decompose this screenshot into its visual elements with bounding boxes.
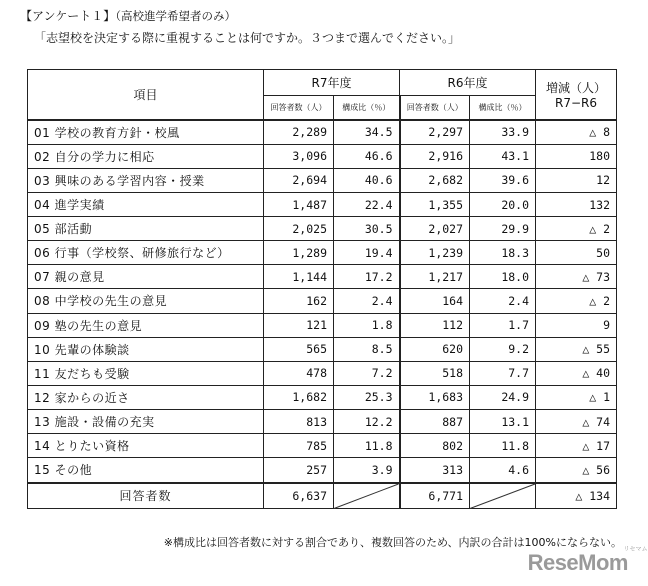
- r7-ratio-cell: 1.8: [334, 313, 400, 337]
- total-r7-count: 6,637: [264, 483, 334, 509]
- row-item-label: 10 先輩の体験談: [28, 337, 264, 361]
- total-r6-count: 6,771: [400, 483, 470, 509]
- r6-count-cell: 518: [400, 361, 470, 385]
- r7-ratio-cell: 7.2: [334, 361, 400, 385]
- table-row: [28, 409, 617, 433]
- diff-cell: △ 55: [536, 337, 617, 361]
- r7-ratio-cell: 30.5: [334, 217, 400, 241]
- diff-cell: △ 73: [536, 265, 617, 289]
- diff-cell: 9: [536, 313, 617, 337]
- r6-count-subheader: 回答者数（人）: [400, 96, 470, 120]
- total-r7-ratio-blank: [334, 483, 400, 509]
- r6-ratio-cell: 7.7: [470, 361, 536, 385]
- row-item-label: 12 家からの近さ: [28, 385, 264, 409]
- r7-ratio-subheader: 構成比（％）: [334, 96, 400, 120]
- r7-count-cell: 2,289: [264, 120, 334, 145]
- r7-ratio-cell: 8.5: [334, 337, 400, 361]
- total-r6-ratio-blank: [470, 483, 536, 509]
- total-diff: △ 134: [536, 483, 617, 509]
- r7-count-cell: 565: [264, 337, 334, 361]
- r7-ratio-cell: 11.8: [334, 434, 400, 458]
- r7-count-cell: 257: [264, 458, 334, 483]
- total-row: [28, 483, 617, 509]
- r7-count-cell: 121: [264, 313, 334, 337]
- table-row: [28, 217, 617, 241]
- r6-ratio-cell: 4.6: [470, 458, 536, 483]
- r6-count-cell: 1,355: [400, 192, 470, 216]
- diff-cell: 50: [536, 241, 617, 265]
- r6-count-cell: 2,027: [400, 217, 470, 241]
- r7-count-cell: 2,694: [264, 168, 334, 192]
- r7-ratio-cell: 34.5: [334, 120, 400, 145]
- r7-ratio-cell: 12.2: [334, 409, 400, 433]
- diff-header-line2: R7−R6: [555, 95, 598, 110]
- r6-count-cell: 164: [400, 289, 470, 313]
- table-row: [28, 458, 617, 483]
- diff-cell: △ 74: [536, 409, 617, 433]
- r6-year-header: R6年度: [400, 70, 536, 96]
- r6-ratio-cell: 29.9: [470, 217, 536, 241]
- diff-header-line1: 増減（人）: [546, 80, 607, 95]
- r6-count-cell: 313: [400, 458, 470, 483]
- row-item-label: 14 とりたい資格: [28, 434, 264, 458]
- survey-question: 「志望校を決定する際に重視することは何ですか。３つまで選んでください。」: [34, 31, 461, 45]
- r6-count-cell: 1,239: [400, 241, 470, 265]
- table-row: [28, 337, 617, 361]
- table-row: [28, 289, 617, 313]
- r7-count-cell: 2,025: [264, 217, 334, 241]
- r7-year-header: R7年度: [264, 70, 400, 96]
- survey-results-table: [27, 69, 617, 509]
- diff-cell: 180: [536, 144, 617, 168]
- r7-count-subheader: 回答者数（人）: [264, 96, 334, 120]
- diff-cell: 12: [536, 168, 617, 192]
- logo-text: ReseMom: [527, 550, 628, 575]
- row-item-label: 15 その他: [28, 458, 264, 483]
- table-row: [28, 313, 617, 337]
- row-item-label: 08 中学校の先生の意見: [28, 289, 264, 313]
- r6-ratio-cell: 11.8: [470, 434, 536, 458]
- table-row: [28, 361, 617, 385]
- row-item-label: 11 友だちも受験: [28, 361, 264, 385]
- r6-ratio-cell: 13.1: [470, 409, 536, 433]
- table-row: [28, 168, 617, 192]
- r7-count-cell: 162: [264, 289, 334, 313]
- item-column-header: 項目: [28, 70, 264, 120]
- r7-count-cell: 1,682: [264, 385, 334, 409]
- total-label: 回答者数: [28, 483, 264, 509]
- diff-cell: △ 17: [536, 434, 617, 458]
- r7-ratio-cell: 17.2: [334, 265, 400, 289]
- r6-count-cell: 802: [400, 434, 470, 458]
- survey-scope-note: （高校進学希望者のみ）: [115, 9, 237, 23]
- row-item-label: 09 塾の先生の意見: [28, 313, 264, 337]
- r7-ratio-cell: 22.4: [334, 192, 400, 216]
- r6-ratio-cell: 9.2: [470, 337, 536, 361]
- footnote: ※構成比は回答者数に対する割合であり、複数回答のため、内訳の合計は100%にならない。: [163, 536, 622, 549]
- r6-count-cell: 2,682: [400, 168, 470, 192]
- diff-cell: △ 1: [536, 385, 617, 409]
- diff-cell: △ 2: [536, 217, 617, 241]
- table-row: [28, 385, 617, 409]
- row-item-label: 07 親の意見: [28, 265, 264, 289]
- row-item-label: 13 施設・設備の充実: [28, 409, 264, 433]
- survey-title: 【アンケート１】: [20, 9, 116, 23]
- r7-ratio-cell: 25.3: [334, 385, 400, 409]
- table-row: [28, 265, 617, 289]
- r7-ratio-cell: 2.4: [334, 289, 400, 313]
- r7-ratio-cell: 46.6: [334, 144, 400, 168]
- r7-count-cell: 1,289: [264, 241, 334, 265]
- table-row: [28, 120, 617, 145]
- r7-ratio-cell: 3.9: [334, 458, 400, 483]
- diff-column-header: [536, 70, 617, 120]
- table-row: [28, 144, 617, 168]
- r7-count-cell: 3,096: [264, 144, 334, 168]
- r6-count-cell: 112: [400, 313, 470, 337]
- row-item-label: 06 行事（学校祭、研修旅行など）: [28, 241, 264, 265]
- r6-ratio-cell: 18.3: [470, 241, 536, 265]
- r6-ratio-cell: 39.6: [470, 168, 536, 192]
- r6-ratio-subheader: 構成比（％）: [470, 96, 536, 120]
- logo-ruby: リセマム: [623, 547, 648, 553]
- resemom-logo: [527, 547, 648, 576]
- row-item-label: 04 進学実績: [28, 192, 264, 216]
- r7-count-cell: 1,144: [264, 265, 334, 289]
- r6-count-cell: 887: [400, 409, 470, 433]
- survey-heading: [20, 8, 236, 24]
- diff-cell: △ 40: [536, 361, 617, 385]
- diff-cell: △ 2: [536, 289, 617, 313]
- table-row: [28, 192, 617, 216]
- r6-count-cell: 1,683: [400, 385, 470, 409]
- r7-count-cell: 813: [264, 409, 334, 433]
- r7-count-cell: 478: [264, 361, 334, 385]
- r6-ratio-cell: 1.7: [470, 313, 536, 337]
- row-item-label: 03 興味のある学習内容・授業: [28, 168, 264, 192]
- r6-count-cell: 2,916: [400, 144, 470, 168]
- r7-ratio-cell: 40.6: [334, 168, 400, 192]
- r6-ratio-cell: 20.0: [470, 192, 536, 216]
- r7-count-cell: 785: [264, 434, 334, 458]
- diff-cell: △ 8: [536, 120, 617, 145]
- r6-ratio-cell: 2.4: [470, 289, 536, 313]
- r6-count-cell: 620: [400, 337, 470, 361]
- r7-ratio-cell: 19.4: [334, 241, 400, 265]
- r6-count-cell: 1,217: [400, 265, 470, 289]
- row-item-label: 02 自分の学力に相応: [28, 144, 264, 168]
- table-row: [28, 241, 617, 265]
- r7-count-cell: 1,487: [264, 192, 334, 216]
- diff-cell: 132: [536, 192, 617, 216]
- row-item-label: 05 部活動: [28, 217, 264, 241]
- diff-cell: △ 56: [536, 458, 617, 483]
- row-item-label: 01 学校の教育方針・校風: [28, 120, 264, 145]
- r6-ratio-cell: 43.1: [470, 144, 536, 168]
- r6-ratio-cell: 24.9: [470, 385, 536, 409]
- r6-ratio-cell: 18.0: [470, 265, 536, 289]
- table-row: [28, 434, 617, 458]
- r6-count-cell: 2,297: [400, 120, 470, 145]
- r6-ratio-cell: 33.9: [470, 120, 536, 145]
